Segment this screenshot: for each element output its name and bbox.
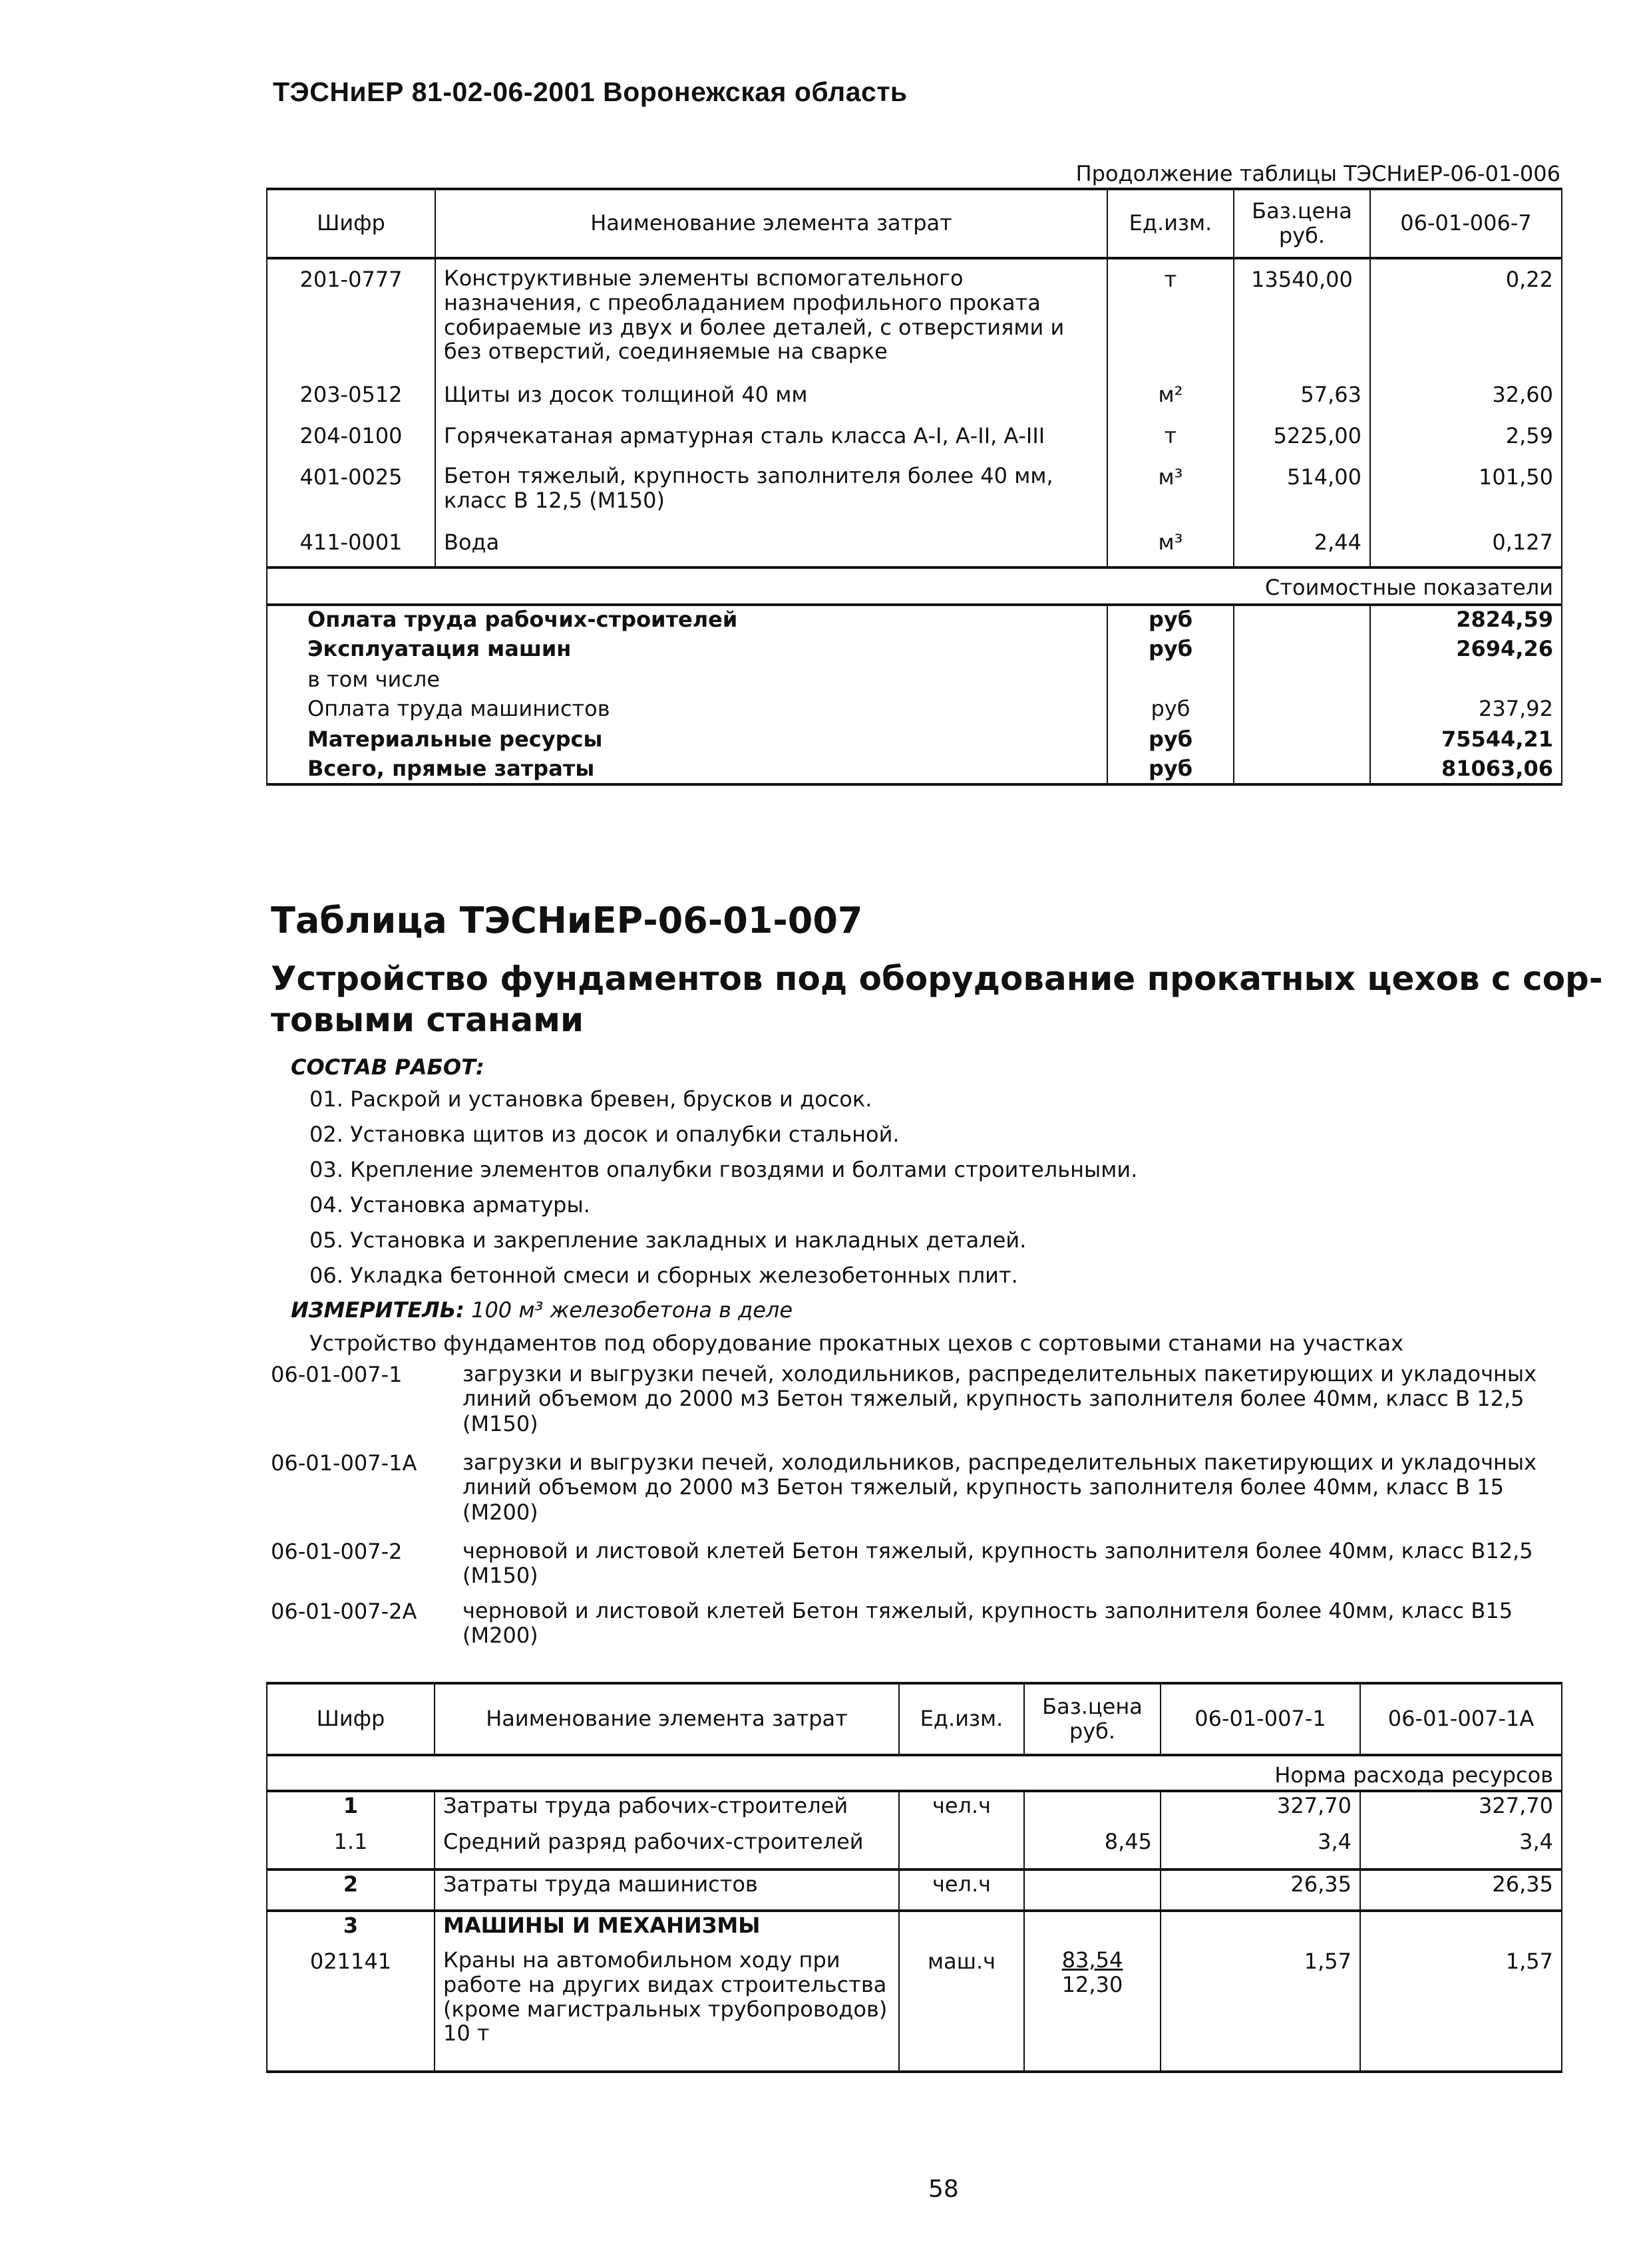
row-unit: т: [1107, 422, 1234, 464]
row-name: Затраты труда машинистов: [435, 1869, 899, 1911]
resource-table-2: [266, 1682, 1562, 2073]
table-row: [267, 1828, 1562, 1869]
row-value: 0,127: [1370, 529, 1562, 567]
variant-code: 06-01-007-2: [271, 1539, 403, 1564]
row-name: Затраты труда рабочих-строителей: [435, 1791, 899, 1828]
variant-line: (М200): [462, 1623, 538, 1649]
table-row: [267, 1791, 1562, 1828]
row-name: Горячекатаная арматурная сталь класса А-I, А-II, А-III: [435, 422, 1107, 464]
row-value: 0,22: [1370, 258, 1562, 381]
row-price: 13540,00: [1234, 258, 1370, 381]
row-v2: 327,70: [1360, 1791, 1562, 1828]
row-code: 021141: [267, 1948, 435, 2072]
row-v1: 26,35: [1161, 1869, 1360, 1911]
row-unit: маш.ч: [899, 1948, 1024, 2072]
row-code: 3: [267, 1911, 435, 1948]
work-item: 01. Раскрой и установка бревен, брусков и досок.: [309, 1086, 872, 1112]
col-header-code: Шифр: [267, 1683, 435, 1755]
works-label: СОСТАВ РАБОТ:: [291, 1054, 484, 1080]
cost-table-1: [266, 188, 1562, 786]
row-value: 101,50: [1370, 464, 1562, 529]
cost-label: Всего, прямые затраты: [267, 755, 1107, 784]
table-row: [267, 1911, 1562, 1948]
row-name: Вода: [435, 529, 1107, 567]
cost-unit: руб: [1107, 695, 1234, 726]
variant-line: (М200): [462, 1499, 538, 1525]
row-code: 1.1: [267, 1828, 435, 1869]
col-header-code: Шифр: [267, 189, 435, 258]
work-item: 04. Установка арматуры.: [309, 1192, 590, 1217]
cost-value: 75544,21: [1370, 726, 1562, 755]
table-row: [267, 529, 1562, 567]
row-price: [1024, 1791, 1161, 1828]
row-name: Щиты из досок толщиной 40 мм: [435, 381, 1107, 422]
variant-code: 06-01-007-1: [271, 1362, 403, 1387]
row-code: 2: [267, 1869, 435, 1911]
row-code: 1: [267, 1791, 435, 1828]
row-unit: т: [1107, 258, 1234, 381]
variant-line: черновой и листовой клетей Бетон тяжелый, крупность заполнителя более 40мм, класс В15: [462, 1598, 1513, 1623]
cost-unit: руб: [1107, 726, 1234, 755]
row-name: Бетон тяжелый, крупность заполнителя более 40 мм, класс В 12,5 (М150): [435, 464, 1107, 529]
section-subtitle-line1: Устройство фундаментов под оборудование прокатных цехов с сор-: [271, 959, 1603, 998]
variant-line: линий объемом до 2000 м3 Бетон тяжелый, крупность заполнителя более 40мм, класс В 15: [462, 1474, 1504, 1500]
cost-label: Оплата труда рабочих-строителей: [267, 605, 1107, 635]
table-row: [267, 422, 1562, 464]
section-title: Таблица ТЭСНиЕР-06-01-007: [271, 899, 863, 941]
row-code: 201-0777: [267, 258, 435, 381]
row-price: [1024, 1869, 1161, 1911]
cost-row: [267, 635, 1562, 666]
table-caption: Продолжение таблицы ТЭСНиЕР-06-01-006: [1075, 161, 1560, 186]
row-v1: 327,70: [1161, 1791, 1360, 1828]
row-value: 32,60: [1370, 381, 1562, 422]
work-item: 02. Установка щитов из досок и опалубки стальной.: [309, 1122, 900, 1147]
variant-line: загрузки и выгрузки печей, холодильников, распределительных пакетирующих и укладочных: [462, 1361, 1537, 1386]
cost-value: 81063,06: [1370, 755, 1562, 784]
section-subtitle-line2: товыми станами: [271, 1001, 584, 1039]
table-row: [267, 464, 1562, 529]
cost-row: [267, 695, 1562, 726]
cost-value: 2694,26: [1370, 635, 1562, 666]
cost-row: [267, 605, 1562, 635]
col-header-unit: Ед.изм.: [1107, 189, 1234, 258]
row-price: 5225,00: [1234, 422, 1370, 464]
variant-code: 06-01-007-1А: [271, 1450, 417, 1476]
cost-unit: руб: [1107, 635, 1234, 666]
row-name: Краны на автомобильном ходу при работе на других видах строительства (кроме магистральных трубопроводов) 10 т: [435, 1948, 899, 2072]
row-v1: 3,4: [1161, 1828, 1360, 1869]
cost-label: Эксплуатация машин: [267, 635, 1107, 666]
cost-value: 2824,59: [1370, 605, 1562, 635]
row-unit: [899, 1828, 1024, 1869]
measure-value: 100 м³ железобетона в деле: [471, 1297, 793, 1323]
variant-desc: [462, 1539, 1533, 1589]
page-number: 58: [928, 2176, 959, 2203]
col-header-price: [1234, 189, 1370, 258]
variant-code: 06-01-007-2А: [271, 1599, 417, 1624]
measure-label: ИЗМЕРИТЕЛЬ:: [291, 1297, 464, 1323]
cost-label: в том числе: [267, 666, 1107, 695]
row-value: 2,59: [1370, 422, 1562, 464]
row-unit: м²: [1107, 381, 1234, 422]
table-row: [267, 1948, 1562, 2072]
col-header-v1: 06-01-007-1: [1161, 1683, 1360, 1755]
row-unit: чел.ч: [899, 1791, 1024, 1828]
work-item: 06. Укладка бетонной смеси и сборных железобетонных плит.: [309, 1263, 1018, 1288]
row-price-sub: 12,30: [1061, 1971, 1123, 1997]
variant-line: линий объемом до 2000 м3 Бетон тяжелый, крупность заполнителя более 40мм, класс В 12,5: [462, 1386, 1525, 1412]
row-unit: чел.ч: [899, 1869, 1024, 1911]
cost-header-row: [267, 567, 1562, 605]
cost-value: [1370, 666, 1562, 695]
variants-intro: Устройство фундаментов под оборудование прокатных цехов с сортовыми станами на участках: [309, 1331, 1404, 1356]
row-v2: 26,35: [1360, 1869, 1562, 1911]
row-price-main: 83,54: [1061, 1947, 1123, 1973]
table-row: [267, 381, 1562, 422]
row-name: МАШИНЫ И МЕХАНИЗМЫ: [435, 1911, 899, 1948]
norm-header: Норма расхода ресурсов: [267, 1755, 1562, 1791]
page-header-title: ТЭСНиЕР 81-02-06-2001 Воронежская область: [273, 77, 908, 107]
work-item: 05. Установка и закрепление закладных и накладных деталей.: [309, 1227, 1027, 1253]
cost-unit: руб: [1107, 755, 1234, 784]
row-code: 204-0100: [267, 422, 435, 464]
row-code: 411-0001: [267, 529, 435, 567]
norm-header-row: [267, 1755, 1562, 1791]
row-code: 401-0025: [267, 464, 435, 529]
col-header-price-text: Баз.цена руб.: [1252, 198, 1352, 248]
cost-row: [267, 666, 1562, 695]
row-name: Средний разряд рабочих-строителей: [435, 1828, 899, 1869]
row-price: 57,63: [1234, 381, 1370, 422]
variant-line: черновой и листовой клетей Бетон тяжелый, крупность заполнителя более 40мм, класс В12,5: [462, 1538, 1533, 1563]
cost-label: Материальные ресурсы: [267, 726, 1107, 755]
variant-desc: [462, 1599, 1513, 1649]
variant-line: загрузки и выгрузки печей, холодильников, распределительных пакетирующих и укладочных: [462, 1450, 1537, 1475]
row-price: 2,44: [1234, 529, 1370, 567]
col-header-name: Наименование элемента затрат: [435, 1683, 899, 1755]
row-price: [1024, 1948, 1161, 2072]
col-header-unit: Ед.изм.: [899, 1683, 1024, 1755]
cost-value: 237,92: [1370, 695, 1562, 726]
row-price: 514,00: [1234, 464, 1370, 529]
variant-line: (М150): [462, 1563, 538, 1589]
cost-unit: [1107, 666, 1234, 695]
work-item: 03. Крепление элементов опалубки гвоздями и болтами строительными.: [309, 1157, 1138, 1182]
col-header-v2: 06-01-007-1А: [1360, 1683, 1562, 1755]
col-header-price: Баз.цена руб.: [1024, 1683, 1161, 1755]
cost-label: Оплата труда машинистов: [267, 695, 1107, 726]
variant-desc: [462, 1362, 1537, 1436]
cost-header: Стоимостные показатели: [267, 567, 1562, 605]
variant-line: (М150): [462, 1410, 538, 1436]
row-price: 8,45: [1024, 1828, 1161, 1869]
cost-row: [267, 755, 1562, 784]
row-code: 203-0512: [267, 381, 435, 422]
row-unit: м³: [1107, 529, 1234, 567]
row-unit: м³: [1107, 464, 1234, 529]
row-name: Конструктивные элементы вспомогательного назначения, с преобладанием профильного проката собираемые из двух и более деталей, с отверстиями и без отверстий, соединяемые на сварке: [435, 258, 1107, 381]
row-v2: 1,57: [1360, 1948, 1562, 2072]
table-row: [267, 1869, 1562, 1911]
cost-unit: руб: [1107, 605, 1234, 635]
variant-desc: [462, 1450, 1537, 1525]
table-row: [267, 258, 1562, 381]
cost-row: [267, 726, 1562, 755]
col-header-name: Наименование элемента затрат: [435, 189, 1107, 258]
measure: [291, 1297, 793, 1323]
row-v1: 1,57: [1161, 1948, 1360, 2072]
row-v2: 3,4: [1360, 1828, 1562, 1869]
col-header-value: 06-01-006-7: [1370, 189, 1562, 258]
